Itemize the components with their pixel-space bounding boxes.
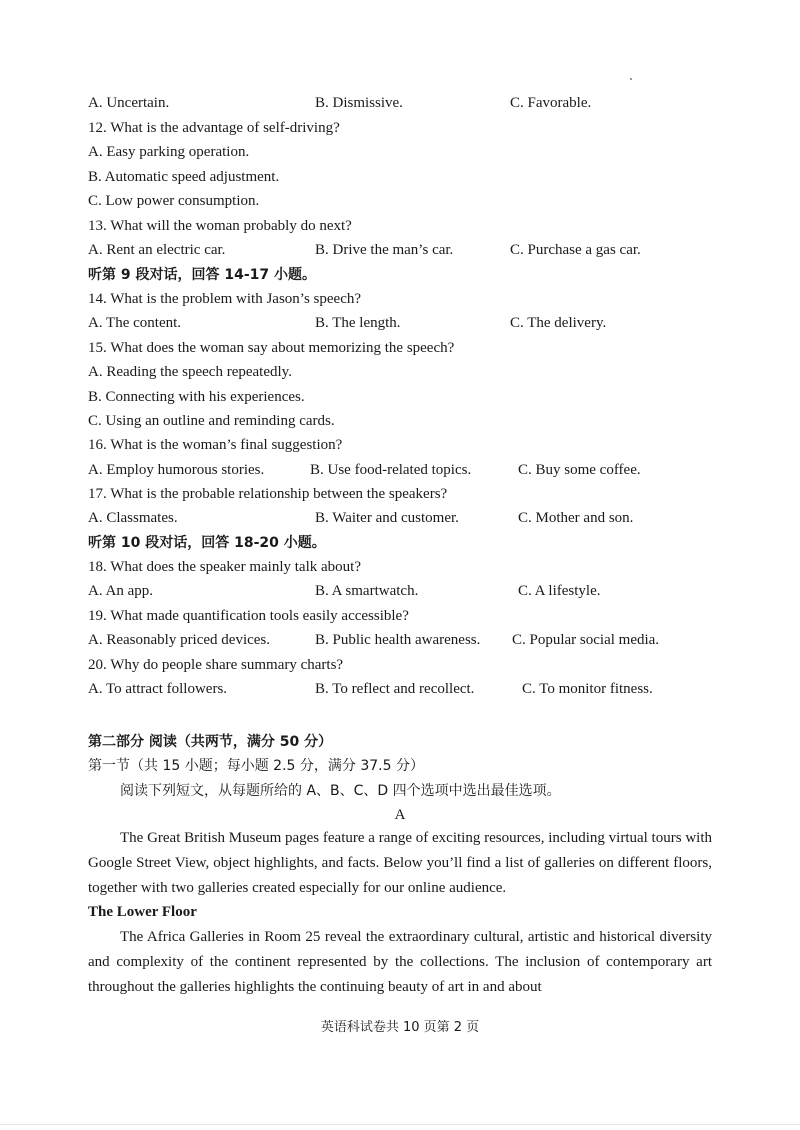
q14-question: 14. What is the problem with Jason’s speech? <box>88 291 362 307</box>
passage-paragraph-1 <box>88 826 712 901</box>
q14-option-a: A. The content. <box>88 315 182 331</box>
q20-question: 20. Why do people share summary charts? <box>88 657 344 673</box>
q13-option-a: A. Rent an electric car. <box>88 242 226 258</box>
page-footer: 英语科试卷共 10 页第 2 页 <box>320 1020 480 1035</box>
q17-option-c: C. Mother and son. <box>518 510 634 526</box>
passage-paragraph-2 <box>88 925 712 1000</box>
q11-option-c: C. Favorable. <box>510 95 592 111</box>
passage-paragraph-2-text: The Africa Galleries in Room 25 reveal the extraordinary cultural, artistic and historical diversity and complexity of the continent represented by the collections. The inclusion of contemporary art throughout the galleries highlights the continuing beauty of art in and about <box>88 929 712 995</box>
q11-option-a: A. Uncertain. <box>88 95 170 111</box>
q13-question: 13. What will the woman probably do next? <box>88 218 352 234</box>
part2-instruction: 阅读下列短文，从每题所给的 A、B、C、D 四个选项中选出最佳选项。 <box>120 783 561 799</box>
q18-question: 18. What does the speaker mainly talk about? <box>88 559 361 575</box>
q12-question: 12. What is the advantage of self-driving? <box>88 120 340 136</box>
q12-option-c: C. Low power consumption. <box>88 193 260 209</box>
q18-option-a: A. An app. <box>88 583 153 599</box>
q15-question: 15. What does the woman say about memorizing the speech? <box>88 340 455 356</box>
q17-option-b: B. Waiter and customer. <box>315 510 459 526</box>
passage-paragraph-1-text: The Great British Museum pages feature a range of exciting resources, including virtual tours with Google Street View, object highlights, and facts. Below you’ll find a list of galleries on different floors, together with two galleries created especially for our online audience. <box>88 830 712 896</box>
q15-option-c: C. Using an outline and reminding cards. <box>88 413 335 429</box>
scan-edge-line <box>0 1124 800 1125</box>
q20-option-c: C. To monitor fitness. <box>522 681 653 697</box>
q13-option-c: C. Purchase a gas car. <box>510 242 641 258</box>
q13-option-b: B. Drive the man’s car. <box>315 242 454 258</box>
q19-option-a: A. Reasonably priced devices. <box>88 632 271 648</box>
q12-option-a: A. Easy parking operation. <box>88 144 250 160</box>
lower-floor-heading: The Lower Floor <box>88 904 197 920</box>
q16-question: 16. What is the woman’s final suggestion? <box>88 437 343 453</box>
part2-title: 第二部分 阅读（共两节，满分 50 分） <box>88 734 333 750</box>
q12-option-b: B. Automatic speed adjustment. <box>88 169 280 185</box>
passage-label: A <box>394 807 406 823</box>
q17-option-a: A. Classmates. <box>88 510 178 526</box>
q18-option-c: C. A lifestyle. <box>518 583 601 599</box>
q16-option-c: C. Buy some coffee. <box>518 462 641 478</box>
scan-speck <box>630 78 632 80</box>
q14-option-b: B. The length. <box>315 315 401 331</box>
q15-option-a: A. Reading the speech repeatedly. <box>88 364 292 380</box>
q19-option-c: C. Popular social media. <box>512 632 660 648</box>
section-10-header: 听第 10 段对话，回答 18-20 小题。 <box>88 535 326 551</box>
part2-section1-heading: 第一节（共 15 小题；每小题 2.5 分，满分 37.5 分） <box>88 758 424 774</box>
q20-option-a: A. To attract followers. <box>88 681 228 697</box>
q19-question: 19. What made quantification tools easily accessible? <box>88 608 409 624</box>
q14-option-c: C. The delivery. <box>510 315 607 331</box>
q11-option-b: B. Dismissive. <box>315 95 403 111</box>
section-9-header: 听第 9 段对话，回答 14-17 小题。 <box>88 267 317 283</box>
q20-option-b: B. To reflect and recollect. <box>315 681 475 697</box>
q17-question: 17. What is the probable relationship between the speakers? <box>88 486 448 502</box>
q19-option-b: B. Public health awareness. <box>315 632 481 648</box>
q18-option-b: B. A smartwatch. <box>315 583 419 599</box>
q16-option-a: A. Employ humorous stories. <box>88 462 265 478</box>
q16-option-b: B. Use food-related topics. <box>310 462 472 478</box>
q15-option-b: B. Connecting with his experiences. <box>88 389 305 405</box>
